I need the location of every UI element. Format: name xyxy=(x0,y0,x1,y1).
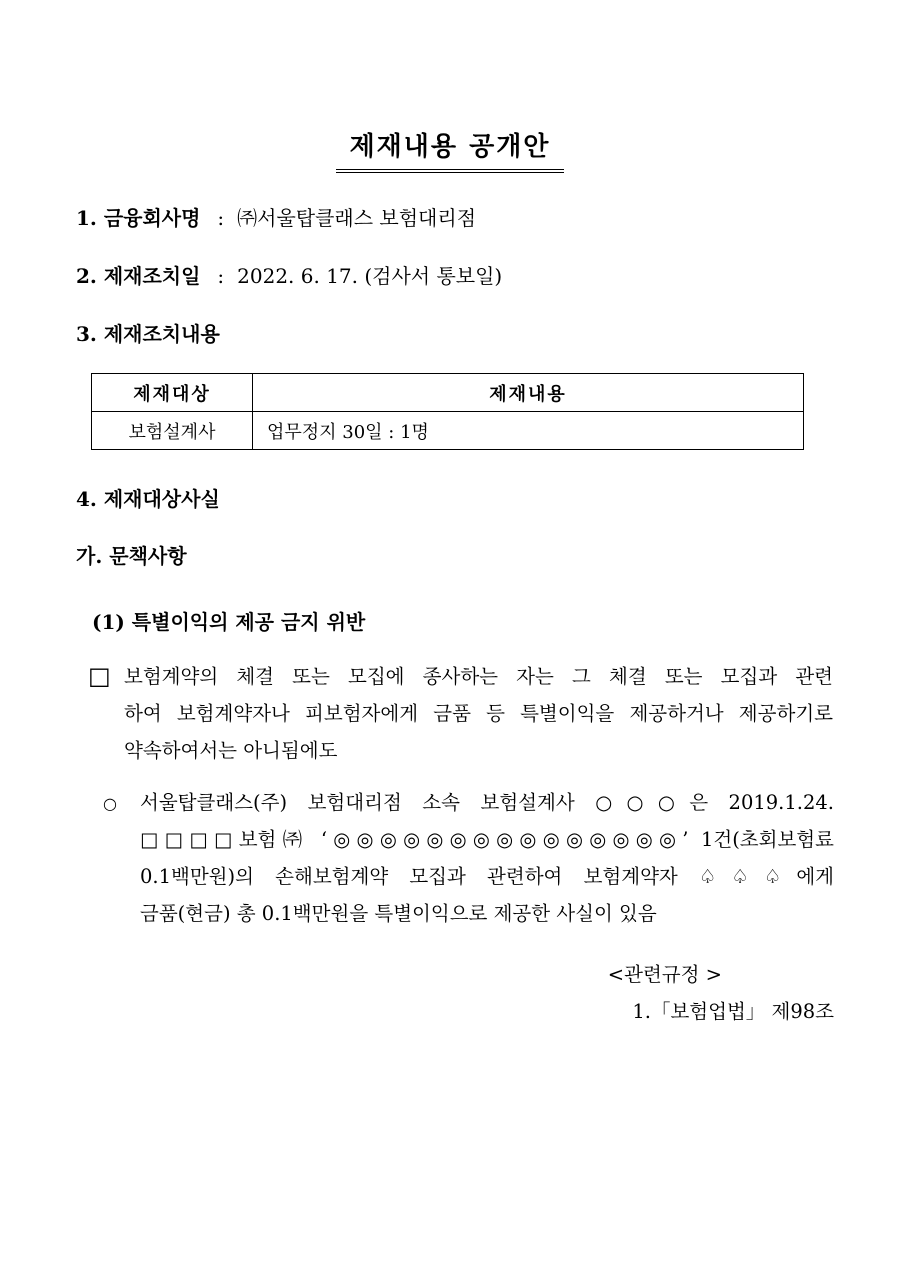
box-paragraph-line: 하여 보험계약자나 피보험자에게 금품 등 특별이익을 제공하거나 제공하기로 xyxy=(124,702,833,725)
circle-marker xyxy=(103,784,117,822)
box-paragraph-line: 보험계약의 체결 또는 모집에 종사하는 자는 그 체결 또는 모집과 관련 xyxy=(124,665,833,688)
page-title: 제재내용 공개안 xyxy=(336,126,565,173)
subsection-label: 가. 문책사항 xyxy=(76,544,187,568)
section-value: 2022. 6. 17. (검사서 통보일) xyxy=(237,264,503,288)
sanction-table xyxy=(91,373,804,450)
table-cell: 보험설계사 xyxy=(92,412,253,450)
table-header-cell: 제재대상 xyxy=(92,374,253,412)
section-facts xyxy=(76,483,220,512)
table-row xyxy=(92,412,804,450)
box-marker-glyph: □ xyxy=(88,662,111,690)
box-marker xyxy=(88,658,111,696)
section-separator: : xyxy=(217,264,225,288)
section-label: 3. 제재조치내용 xyxy=(76,322,220,346)
section-label: 2. 제재조치일 xyxy=(76,264,201,288)
section-value: ㈜서울탑클래스 보험대리점 xyxy=(237,206,477,230)
item-label: (1) 특별이익의 제공 금지 위반 xyxy=(92,610,366,634)
related-regulations-heading: <관련규정 > xyxy=(607,963,722,986)
section-label: 4. 제재대상사실 xyxy=(76,487,220,511)
circle-paragraph-line: 금품(현금) 총 0.1백만원을 특별이익으로 제공한 사실이 있음 xyxy=(140,902,657,925)
section-sanction-content xyxy=(76,318,220,347)
table-header-cell: 제재내용 xyxy=(253,374,804,412)
section-company-name xyxy=(76,202,476,231)
item-violation-title xyxy=(92,606,365,635)
circle-paragraph-line: 0.1백만원)의 손해보험계약 모집과 관련하여 보험계약자 ♤♤♤에게 xyxy=(140,865,834,888)
title-container xyxy=(0,126,900,173)
circle-marker-glyph: ○ xyxy=(103,794,117,813)
circle-paragraph-line: □□□□보험㈜ ‘◎◎◎◎◎◎◎◎◎◎◎◎◎◎◎’ 1건(초회보험료 xyxy=(140,828,834,851)
section-separator: : xyxy=(217,206,225,230)
section-label: 1. 금융회사명 xyxy=(76,206,201,230)
subsection-reprimand xyxy=(76,540,187,569)
box-paragraph-line: 약속하여서는 아니됨에도 xyxy=(124,739,338,762)
table-cell: 업무정지 30일 : 1명 xyxy=(253,412,804,450)
related-regulation-item: 1.「보험업법」 제98조 xyxy=(632,1000,834,1023)
circle-paragraph-line: 서울탑클래스(주) 보험대리점 소속 보험설계사 ○○○은 2019.1.24. xyxy=(140,791,834,814)
table-header-row xyxy=(92,374,804,412)
section-sanction-date xyxy=(76,260,502,289)
